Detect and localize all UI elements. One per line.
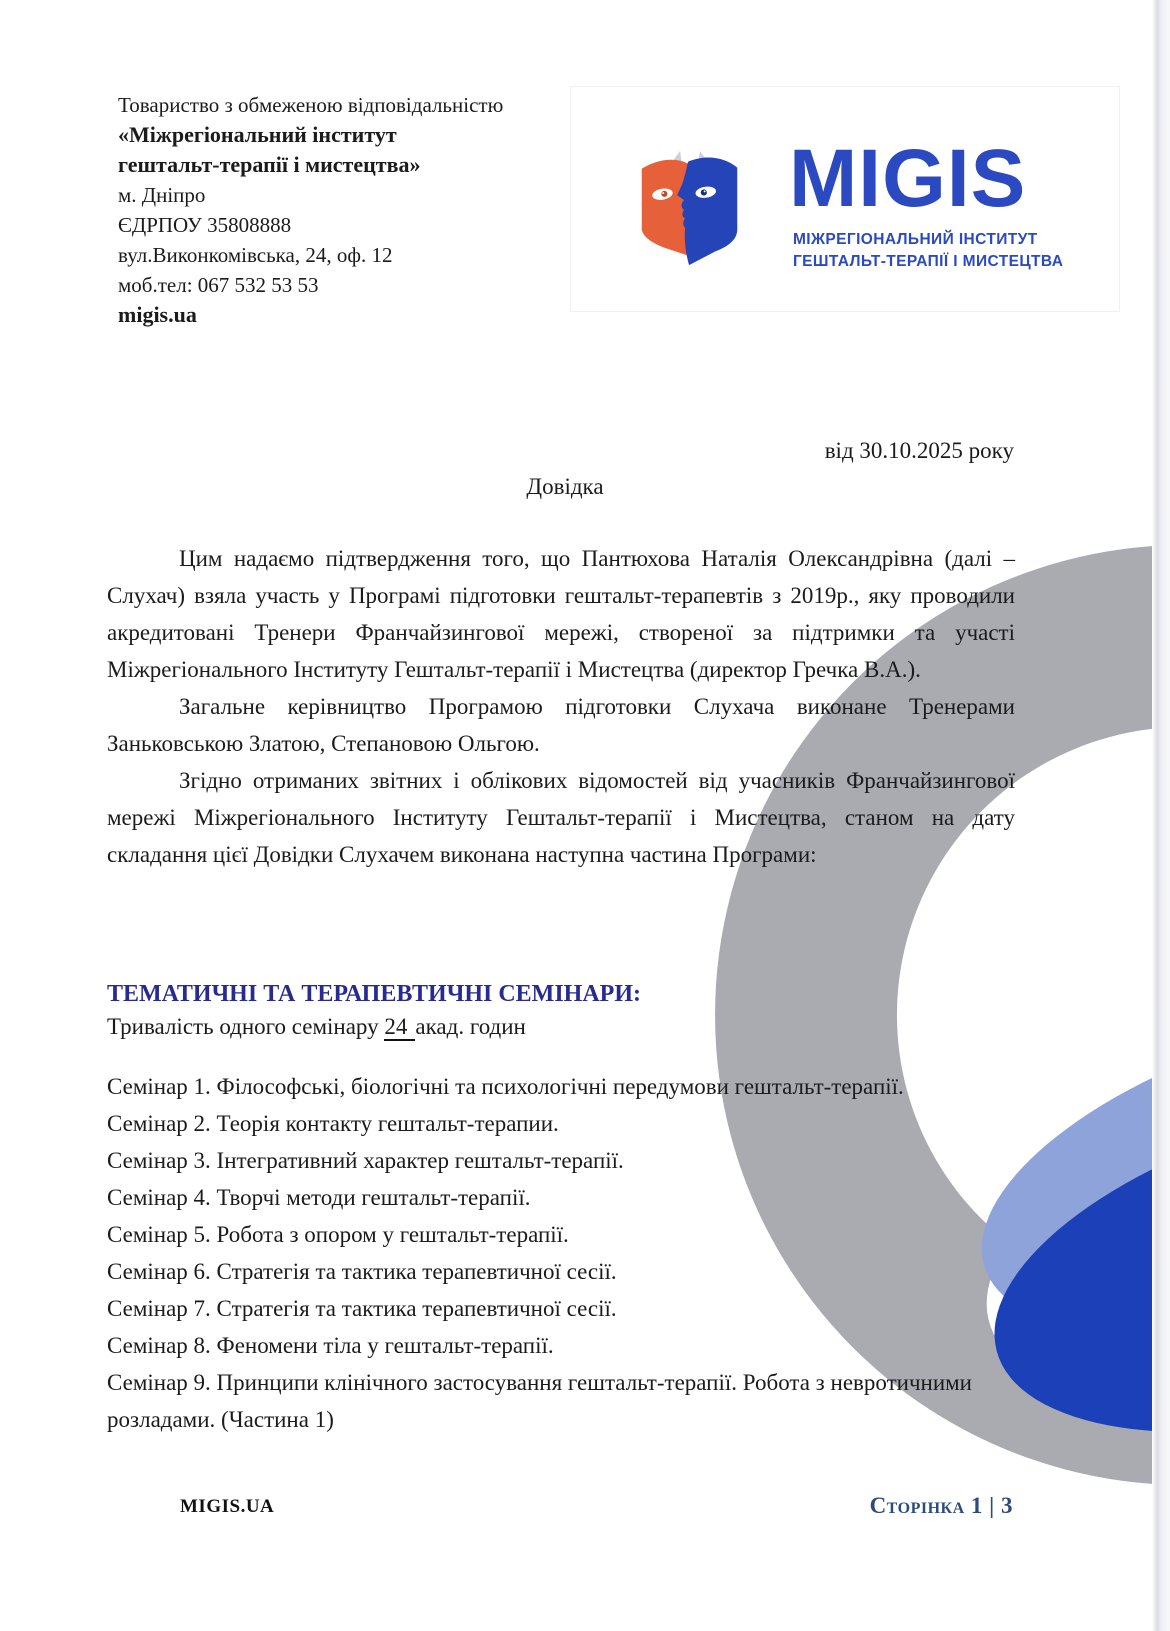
org-name-line2: гештальт-терапії і мистецтва» — [118, 152, 421, 177]
seminar-item: Семінар 7. Стратегія та тактика терапевтичної сесії. — [107, 1296, 617, 1321]
logo-wordmark: MIGIS — [789, 133, 1027, 224]
logo-subtitle — [793, 229, 1063, 273]
duration-suffix: акад. годин — [415, 1014, 526, 1039]
footer-website: MIGIS.UA — [180, 1496, 275, 1517]
document-title: Довідка — [526, 474, 604, 499]
seminar-duration-line — [107, 1014, 1015, 1040]
open-book-faces-icon — [626, 142, 754, 270]
body-text — [107, 540, 1015, 873]
seminar-item: Семінар 1. Філософські, біологічні та психологічні передумови гештальт-терапії. — [107, 1074, 904, 1099]
seminar-item: Семінар 6. Стратегія та тактика терапевтичної сесії. — [107, 1259, 617, 1284]
org-edrpou: ЄДРПОУ 35808888 — [118, 213, 292, 237]
seminar-item: Семінар 5. Робота з опором у гештальт-терапії. — [107, 1222, 569, 1247]
logo-subtitle-line2: ГЕШТАЛЬТ-ТЕРАПІЇ І МИСТЕЦТВА — [793, 253, 1064, 270]
paragraph: Цим надаємо підтвердження того, що Пантюхова Наталія Олександрівна (далі – Слухач) взяла участь у Програмі підготовки гештальт-терапевтів з 2019р., яку проводили акредитовані Тренери Франчайзингової мережі, створеної за підтримки та участі Міжрегіонального Інституту Гештальт-терапії і Мистецтва (директор Гречка В.А.). — [107, 546, 1015, 682]
page-edge-shading — [1152, 0, 1170, 1631]
org-phone: моб.тел: 067 532 53 53 — [118, 273, 319, 297]
duration-hours-value: 24 — [384, 1014, 415, 1041]
seminar-item: Семінар 3. Інтегративний характер гештальт-терапії. — [107, 1148, 624, 1173]
org-name-line1: «Міжрегіональний інститут — [118, 122, 397, 147]
org-address: вул.Виконкомівська, 24, оф. 12 — [118, 243, 393, 267]
duration-prefix: Тривалість одного семінару — [107, 1014, 385, 1039]
org-type-line: Товариство з обмеженою відповідальністю — [118, 93, 504, 117]
paragraph: Згідно отриманих звітних і облікових відомостей від учасників Франчайзингової мережі Міжрегіонального Інституту Гештальт-терапії і Мистецтва, станом на дату складання цієї Довідки Слухачем виконана наступна частина Програми: — [107, 768, 1015, 867]
document-date: від 30.10.2025 року — [824, 438, 1014, 463]
org-city: м. Дніпро — [118, 183, 206, 207]
seminar-item: Семінар 8. Феномени тіла у гештальт-терапії. — [107, 1333, 554, 1358]
logo-subtitle-line1: МІЖРЕГІОНАЛЬНИЙ ІНСТИТУТ — [793, 231, 1038, 248]
seminar-item: Семінар 9. Принципи клінічного застосування гештальт-терапії. Робота з невротичними розладами. (Частина 1) — [107, 1370, 972, 1432]
section-heading: ТЕМАТИЧНІ ТА ТЕРАПЕВТИЧНІ СЕМІНАРИ: — [107, 981, 641, 1007]
logo-box — [570, 86, 1120, 312]
footer-page-number: Сторінка 1 | 3 — [869, 1493, 1013, 1518]
seminar-list — [107, 1068, 1015, 1438]
seminar-item: Семінар 4. Творчі методи гештальт-терапії. — [107, 1185, 531, 1210]
seminar-item: Семінар 2. Теорія контакту гештальт-терапии. — [107, 1111, 559, 1136]
org-info-block — [118, 90, 588, 330]
paragraph: Загальне керівництво Програмою підготовки Слухача виконане Тренерами Заньковською Златою, Степановою Ольгою. — [107, 694, 1015, 756]
org-website: migis.ua — [118, 302, 197, 327]
